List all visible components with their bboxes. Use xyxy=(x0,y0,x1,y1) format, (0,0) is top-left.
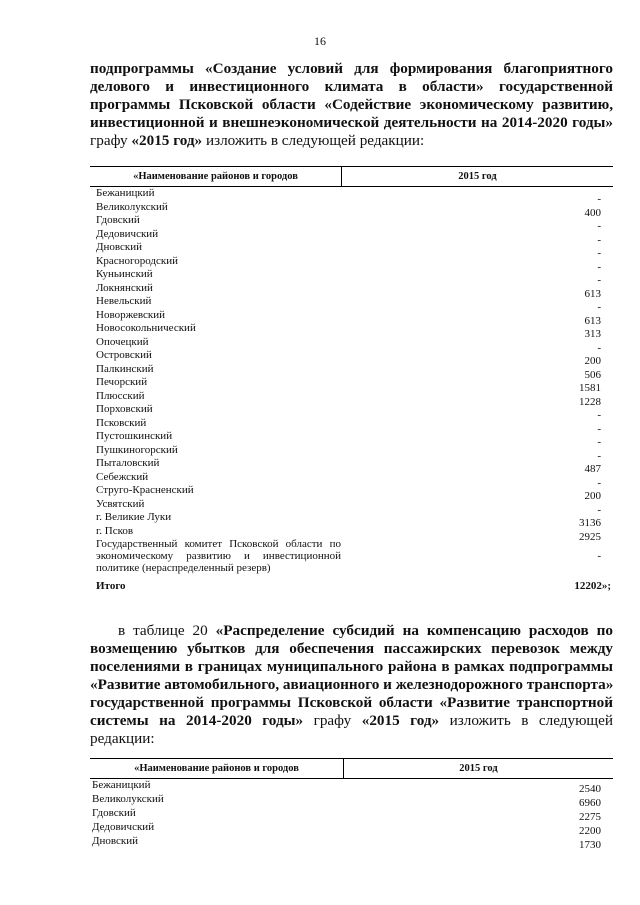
district-value: 6960 xyxy=(579,797,601,809)
table-row xyxy=(90,308,613,327)
table-row xyxy=(90,793,613,807)
table-body xyxy=(90,779,613,849)
intro-bold: «2015 год» xyxy=(131,132,203,149)
district-name: Усвятский xyxy=(96,497,145,510)
second-line-last: редакции: xyxy=(90,730,155,747)
table-row xyxy=(90,484,613,502)
district-name: Гдовский xyxy=(92,807,136,819)
district-value: - xyxy=(597,260,601,273)
table-row xyxy=(90,430,613,448)
district-value: 2540 xyxy=(579,783,601,795)
district-value: 313 xyxy=(584,328,601,340)
district-value: 200 xyxy=(584,490,601,502)
district-value: 2275 xyxy=(579,811,601,823)
second-line xyxy=(90,622,613,640)
second-bold: «Распределение субсидий на компенсацию расходов по xyxy=(215,622,613,639)
district-value: - xyxy=(597,220,601,232)
district-name: Новосокольнический xyxy=(96,322,196,334)
district-value: - xyxy=(597,341,601,354)
district-name: Дновский xyxy=(92,835,139,847)
district-name: Бежаницкий xyxy=(92,779,151,791)
district-value: - xyxy=(597,409,601,421)
table-row xyxy=(90,457,613,475)
table-row xyxy=(90,187,613,205)
second-line: государственной программы Псковской области «Развитие транспортной xyxy=(90,694,613,711)
table-row xyxy=(90,403,613,421)
district-value: 506 xyxy=(584,368,601,381)
district-value: 613 xyxy=(584,314,601,327)
districts-table-2 xyxy=(90,758,613,849)
district-name: г. Псков xyxy=(96,524,134,537)
header-name-column: «Наименование районов и городов xyxy=(90,167,342,186)
reserve-name: Государственный комитет Псковской области по экономическому развитию и инвестиционной политике (нераспределенный резерв) xyxy=(96,538,341,574)
district-value: 400 xyxy=(584,206,601,219)
district-name: Локнянский xyxy=(96,281,153,294)
table-row xyxy=(90,389,613,408)
district-name: Пушкиногорский xyxy=(96,443,178,456)
header-year-column: 2015 год xyxy=(459,763,498,774)
table-row xyxy=(90,835,613,849)
intro-paragraph xyxy=(90,60,613,150)
district-value: - xyxy=(597,233,601,246)
second-bold: системы на 2014-2020 годы» xyxy=(90,712,304,729)
table-row xyxy=(90,295,613,313)
intro-suffix: изложить в следующей редакции: xyxy=(202,132,425,149)
total-label: Итого xyxy=(96,580,126,592)
second-paragraph xyxy=(90,622,613,748)
table-row xyxy=(90,470,613,489)
district-value: 200 xyxy=(584,355,601,367)
district-value: - xyxy=(597,503,601,516)
district-name: Красногородский xyxy=(96,254,179,267)
district-value: - xyxy=(597,247,601,259)
intro-prefix: графу xyxy=(90,132,132,149)
district-name: Палкинский xyxy=(96,362,154,375)
district-name: Островский xyxy=(96,349,152,361)
table-row xyxy=(90,214,613,232)
second-bold: «2015 год» xyxy=(361,712,440,729)
district-name: Великолукский xyxy=(96,200,168,213)
table-row xyxy=(90,807,613,821)
district-value: 613 xyxy=(584,287,601,300)
district-value: - xyxy=(597,274,601,286)
district-name: Новоржевский xyxy=(96,308,166,321)
table-row xyxy=(90,349,613,367)
intro-line: программы Псковской области «Содействие экономическому развитию, xyxy=(90,96,613,113)
district-name: Печорский xyxy=(96,376,148,388)
district-name: Куньинский xyxy=(96,268,153,280)
district-value: - xyxy=(597,436,601,448)
district-value: - xyxy=(597,301,601,313)
table-header xyxy=(90,758,613,779)
district-name: Пустошкинский xyxy=(96,430,173,442)
district-name: Дновский xyxy=(96,241,143,253)
district-name: Псковский xyxy=(96,416,147,429)
district-value: - xyxy=(597,422,601,435)
district-name: Бежаницкий xyxy=(96,187,155,199)
table-row xyxy=(90,511,613,529)
table-row xyxy=(90,241,613,259)
header-year-column: 2015 год xyxy=(458,171,497,182)
reserve-row xyxy=(90,538,613,580)
table-row xyxy=(90,443,613,462)
total-row xyxy=(90,580,613,594)
table-body xyxy=(90,187,613,543)
district-name: Дедовичский xyxy=(96,227,159,240)
table-row xyxy=(90,200,613,219)
district-name: Себежский xyxy=(96,470,149,483)
table-row xyxy=(90,362,613,381)
second-line: «Развитие автомобильного, авиационного и железнодорожного транспорта» xyxy=(90,676,614,693)
table-header xyxy=(90,166,613,187)
table-row xyxy=(90,779,613,793)
district-value: 1581 xyxy=(579,382,601,394)
table-row xyxy=(90,821,613,835)
district-value: 2200 xyxy=(579,825,601,837)
district-value: - xyxy=(597,449,601,462)
header-name-column: «Наименование районов и городов xyxy=(90,759,344,778)
second-line xyxy=(90,712,613,730)
district-name: Струго-Красненский xyxy=(96,484,194,496)
district-value: - xyxy=(597,193,601,205)
table-row xyxy=(90,227,613,246)
table-row xyxy=(90,416,613,435)
district-name: г. Великие Луки xyxy=(96,511,172,523)
table-row xyxy=(90,268,613,286)
district-name: Пыталовский xyxy=(96,457,160,469)
district-value: 1228 xyxy=(579,395,601,408)
district-value: 1730 xyxy=(579,839,601,851)
second-line: возмещению убытков для обеспечения пассажирских перевозок между xyxy=(90,640,613,657)
total-value: 12202»; xyxy=(574,580,611,592)
second-normal: в таблице 20 xyxy=(118,622,216,639)
second-mid: графу xyxy=(303,712,362,729)
district-name: Гдовский xyxy=(96,214,140,226)
district-name: Плюсский xyxy=(96,389,145,402)
district-name: Великолукский xyxy=(92,793,164,805)
table-row xyxy=(90,376,613,394)
district-value: 487 xyxy=(584,463,601,475)
district-name: Опочецкий xyxy=(96,335,149,348)
district-value: 3136 xyxy=(579,517,601,529)
table-row xyxy=(90,335,613,354)
table-row xyxy=(90,254,613,273)
intro-line: инвестиционной и внешнеэкономической деятельности на 2014-2020 годы» xyxy=(90,114,613,131)
table-row xyxy=(90,322,613,340)
table-row xyxy=(90,524,613,543)
district-name: Дедовичский xyxy=(92,821,155,833)
districts-table-1 xyxy=(90,166,613,594)
page-number: 16 xyxy=(314,34,326,48)
reserve-value: - xyxy=(597,550,601,562)
table-row xyxy=(90,497,613,516)
district-value: 2925 xyxy=(579,530,601,543)
district-value: - xyxy=(597,476,601,489)
intro-line-last xyxy=(90,132,613,150)
second-line: поселениями в границах муниципального района в рамках подпрограммы xyxy=(90,658,613,675)
district-name: Порховский xyxy=(96,403,153,415)
district-name: Невельский xyxy=(96,295,152,307)
intro-line: подпрограммы «Создание условий для формирования благоприятного xyxy=(90,60,613,77)
table-row xyxy=(90,281,613,300)
second-suffix: изложить в следующей xyxy=(439,712,613,729)
intro-line: делового и инвестиционного климата в области» государственной xyxy=(90,78,613,95)
